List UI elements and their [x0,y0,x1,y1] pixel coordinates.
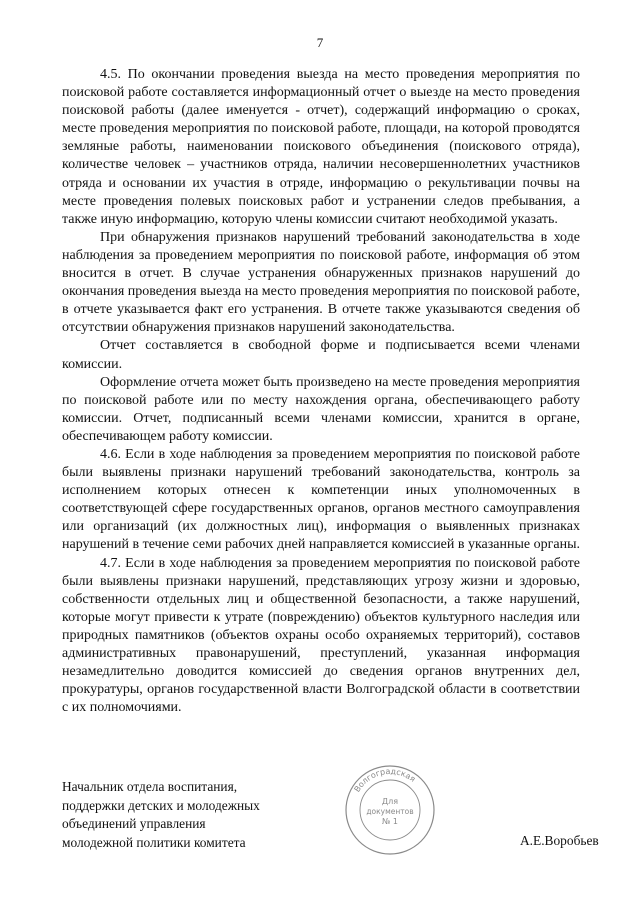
paragraph-4-5: 4.5. По окончании проведения выезда на место проведения мероприятия по поисковой работе составляется информационный отчет о выезде на место проведения поисковой работы (далее именуется - отчет), содержащий информацию о сроках, месте проведения мероприятия по поисковой работе, площади, на которой проводятся земляные работы, наименовании поискового объединения (поискового отряда), количестве человек – участников отряда, наличии несовершеннолетних участников отряда и основании их участия в отряде, информацию о рекультивации почвы на месте проведения полевых поисковых работ и устранении следов пребывания, а также иную информацию, которую члены комиссии считают необходимой указать. [62,67,580,227]
stamp-center-line: документов [366,807,414,816]
signatory-title [62,778,322,852]
signer-name: А.Е.Воробьев [520,833,599,848]
signatory-title-line: молодежной политики комитета [62,834,246,850]
official-stamp [344,764,436,856]
stamp-ring-text: Волгоградская [352,766,418,794]
signatory-title-line: поддержки детских и молодежных [62,797,260,813]
paragraph-4-7: 4.7. Если в ходе наблюдения за проведением мероприятия по поисковой работе были выявлены признаки нарушений, представляющих угрозу жизни и здоровью, собственности отдельных лиц и общественной безопасности, а также нарушений, которые могут привести к утрате (повреждению) объектов культурного наследия или природных памятников (объектов охраны особо охраняемых территорий), составов административных правонарушений, преступлений, указанная информация незамедлительно доводится комиссией до сведения органов внутренних дел, прокуратуры, органов государственной власти Волгоградской области в соответствии с их полномочиями. [62,555,580,716]
stamp-center-line: Для [381,797,399,806]
page-number: 7 [316,35,324,50]
paragraph-4-6: 4.6. Если в ходе наблюдения за проведением мероприятия по поисковой работе были выявлены признаки нарушений требований законодательства, контроль за исполнением которых отнесен к компетенции иных уполномоченных в соответствующей сфере государственных органов, органов местного самоуправления или организаций (их должностных лиц), информация о выявленных признаках нарушений в течение семи рабочих дней направляется комиссией в указанные органы. [62,446,580,553]
stamp-center-line: № 1 [382,817,398,826]
paragraph-report-storage: Оформление отчета может быть произведено на месте проведения мероприятия по поисковой работе или по месту нахождения органа, обеспечивающего работу комиссии. Отчет, подписанный всеми членами комиссии, хранится в органе, обеспечивающем работу комиссии. [62,374,580,444]
signatory-title-line: объединений управления [62,816,206,831]
document-body [62,66,580,717]
paragraph-violations-report: При обнаружения признаков нарушений требований законодательства в ходе наблюдения за проведением мероприятия по поисковой работе, информация об этом вносится в отчет. В случае устранения обнаруженных признаков нарушений до окончания проведения выезда на место проведения мероприятия по поисковой работе, в отчете указывается факт его устранения. В отчете также указываются сведения об отсутствии обнаружения признаков нарушений законодательства. [62,229,580,336]
paragraph-report-form: Отчет составляется в свободной форме и подписывается всеми членами комиссии. [62,338,580,372]
signatory-title-line: Начальник отдела воспитания, [62,779,238,794]
